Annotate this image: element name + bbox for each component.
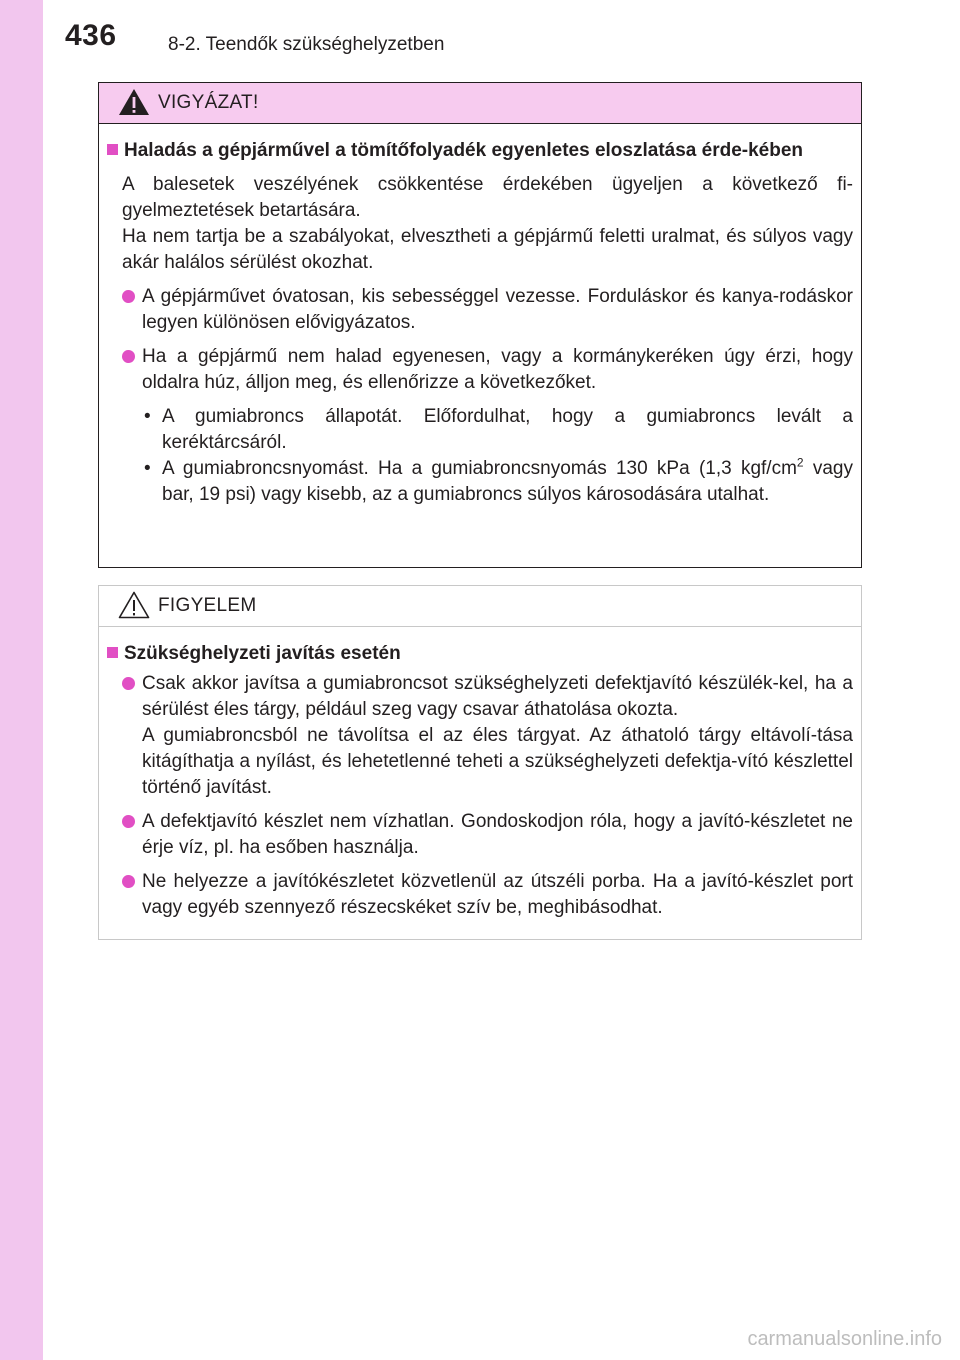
superscript-2: 2: [796, 455, 804, 470]
caution-bullet-1-text: A gépjárművet óvatosan, kis sebességgel vezesse. Forduláskor és kanya-rodáskor legyen különösen elővigyázatos.: [142, 286, 853, 333]
notice-bullet-1-text-b: A gumiabroncsból ne távolítsa el az éles tárgyat. Az áthatoló tárgy eltávolí-tása kitágíthatja a nyílást, és lehetetlenné teheti a szükséghelyzeti defektja-vító készlettel történő javítást.: [142, 725, 853, 798]
caution-bullet-2: [107, 344, 853, 396]
notice-bullet-3: [107, 869, 853, 921]
caution-sub-bullet-2: [107, 456, 853, 508]
watermark: carmanualsonline.info: [747, 1328, 942, 1350]
notice-bullet-1-text-a: Csak akkor javítsa a gumiabroncsot szükséghelyzeti defektjavító készülék-kel, ha a sérülést éles tárgy, például szeg vagy csavar áthatolása okozta.: [142, 673, 853, 720]
square-bullet-icon: [107, 144, 118, 155]
page-number: 436: [65, 19, 117, 52]
caution-heading: [107, 138, 853, 164]
notice-header: [99, 586, 861, 627]
caution-bullet-1: [107, 284, 853, 336]
caution-bullet-2-text: Ha a gépjármű nem halad egyenesen, vagy a kormánykeréken úgy érzi, hogy oldalra húz, álljon meg, és ellenőrizze a következőket.: [142, 346, 853, 393]
notice-bullet-2-text: A defektjavító készlet nem vízhatlan. Gondoskodjon róla, hogy a javító-készletet ne érje víz, pl. ha esőben használja.: [142, 811, 853, 858]
round-bullet-icon: [122, 290, 135, 303]
caution-sub-bullet-2-text-a: A gumiabroncsnyomást. Ha a gumiabroncsnyomás 130 kPa (1,3 kgf/cm: [162, 458, 797, 479]
notice-body: [99, 627, 861, 921]
caution-intro-2: Ha nem tartja be a szabályokat, elvesztheti a gépjármű feletti uralmat, és súlyos vagy akár halálos sérülést okozhat.: [122, 226, 853, 273]
caution-header: [99, 83, 861, 124]
square-bullet-icon: [107, 647, 118, 658]
round-bullet-icon: [122, 677, 135, 690]
notice-bullet-2: [107, 809, 853, 861]
notice-bullet-1: [107, 671, 853, 801]
sub-bullet-symbol: •: [144, 406, 151, 427]
caution-box: [98, 82, 862, 568]
caution-sub-bullet-1-text: A gumiabroncs állapotát. Előfordulhat, hogy a gumiabroncs levált a keréktárcsáról.: [162, 406, 853, 453]
notice-heading-text: Szükséghelyzeti javítás esetén: [124, 643, 401, 664]
sub-bullet-symbol: •: [144, 458, 151, 479]
caution-body: [99, 124, 861, 508]
notice-box: [98, 585, 862, 940]
caution-sub-bullet-1: [107, 404, 853, 456]
warning-outline-icon: [117, 590, 151, 620]
notice-label: FIGYELEM: [158, 595, 257, 616]
round-bullet-icon: [122, 815, 135, 828]
notice-bullet-3-text: Ne helyezze a javítókészletet közvetlenül az útszéli porba. Ha a javító-készlet port vagy egyéb szennyező részecskéket szív be, meghibásodhat.: [142, 871, 853, 918]
caution-sub-bullet-2-text-b: vagy bar, 19 psi) vagy kisebb, az a gumiabroncs súlyos károsodására utalhat.: [162, 458, 853, 505]
caution-heading-text: Haladás a gépjárművel a tömítőfolyadék egyenletes eloszlatása érde-kében: [124, 140, 803, 161]
caution-label: VIGYÁZAT!: [158, 92, 259, 113]
section-title: 8-2. Teendők szükséghelyzetben: [168, 34, 445, 55]
warning-filled-icon: [117, 87, 151, 117]
notice-heading: [107, 641, 853, 667]
round-bullet-icon: [122, 350, 135, 363]
caution-intro-1: A balesetek veszélyének csökkentése érdekében ügyeljen a következő fi-gyelmeztetések betartására.: [122, 174, 853, 221]
side-color-strip: [0, 0, 43, 1360]
round-bullet-icon: [122, 875, 135, 888]
